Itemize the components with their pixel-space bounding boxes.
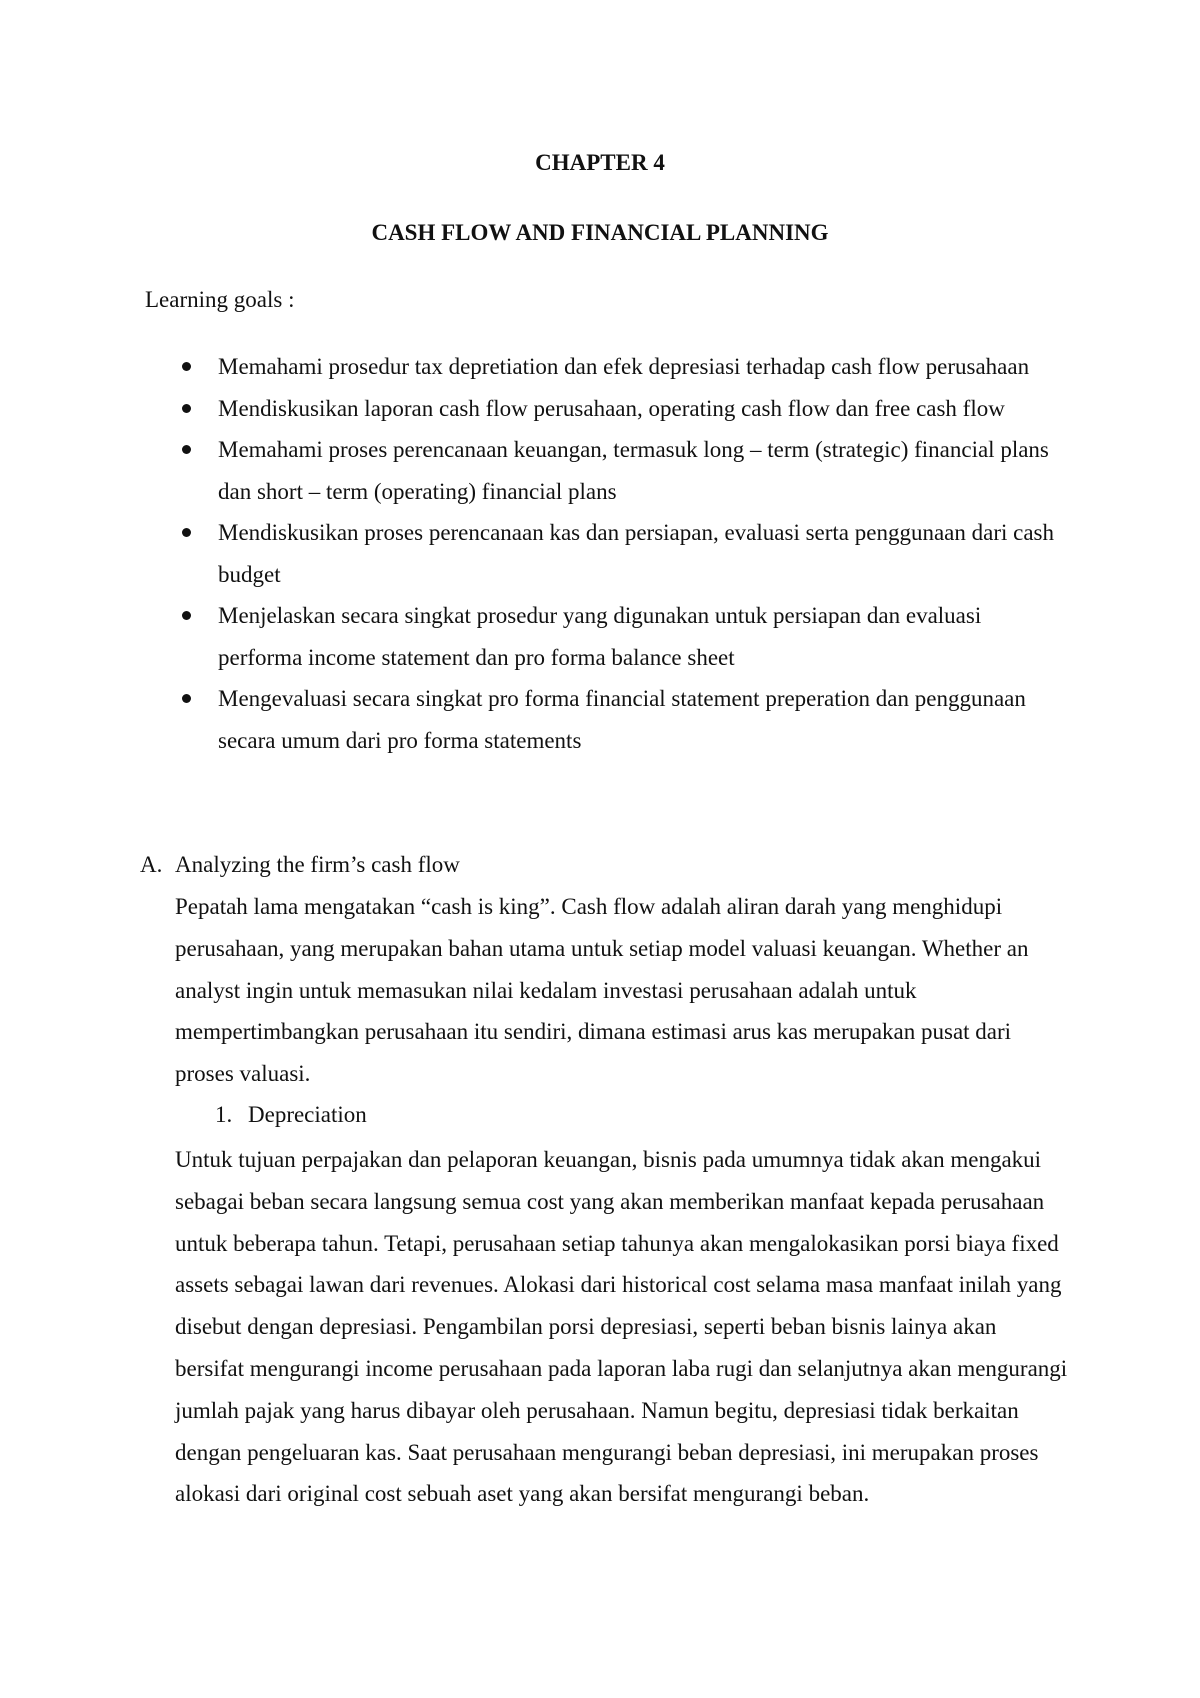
subsection-1-title: Depreciation bbox=[248, 1102, 367, 1127]
learning-goal-item bbox=[180, 429, 1060, 512]
learning-goal-text: Memahami proses perencanaan keuangan, termasuk long – term (strategic) financial plans dan short – term (operating) financial plans bbox=[218, 437, 1049, 504]
learning-goal-item bbox=[180, 388, 1060, 430]
learning-goal-text: Memahami prosedur tax depretiation dan efek depresiasi terhadap cash flow perusahaan bbox=[218, 354, 1030, 379]
learning-goals-label: Learning goals : bbox=[145, 287, 295, 312]
learning-goal-text: Mendiskusikan proses perencanaan kas dan persiapan, evaluasi serta penggunaan dari cash budget bbox=[218, 520, 1054, 587]
learning-goal-text: Mengevaluasi secara singkat pro forma financial statement preperation dan penggunaan secara umum dari pro forma statements bbox=[218, 686, 1026, 753]
subsection-1-marker: 1. bbox=[215, 1102, 233, 1127]
bullet-icon bbox=[182, 404, 191, 413]
chapter-subtitle: CASH FLOW AND FINANCIAL PLANNING bbox=[371, 220, 829, 245]
section-a-marker: A. bbox=[140, 852, 163, 877]
bullet-icon bbox=[182, 362, 191, 371]
section-a-title: Analyzing the firm’s cash flow bbox=[175, 852, 460, 877]
learning-goal-text: Mendiskusikan laporan cash flow perusahaan, operating cash flow dan free cash flow bbox=[218, 395, 1005, 421]
learning-goal-text: Menjelaskan secara singkat prosedur yang digunakan untuk persiapan dan evaluasi performa income statement dan pro forma balance sheet bbox=[218, 603, 982, 670]
learning-goals-list bbox=[180, 346, 1060, 761]
learning-goal-item bbox=[180, 346, 1060, 388]
bullet-icon bbox=[182, 528, 191, 537]
subsection-1-paragraph: Untuk tujuan perpajakan dan pelaporan keuangan, bisnis pada umumnya tidak akan mengakui sebagai beban secara langsung semua cost yang akan memberikan manfaat kepada perusahaan untuk beberapa tahun. Tetapi, perusahaan setiap tahunya akan mengalokasikan porsi biaya fixed assets sebagai lawan dari revenues. Alokasi dari historical cost selama masa manfaat inilah yang disebut dengan depresiasi. Pengambilan porsi depresiasi, seperti beban bisnis lainya akan bersifat mengurangi income perusahaan pada laporan laba rugi dan selanjutnya akan mengurangi jumlah pajak yang harus dibayar oleh perusahaan. Namun begitu, depresiasi tidak berkaitan dengan pengeluaran kas. Saat perusahaan mengurangi beban depresiasi, ini merupakan proses alokasi dari original cost sebuah aset yang akan bersifat mengurangi beban. bbox=[175, 1147, 1068, 1507]
bullet-icon bbox=[182, 445, 191, 454]
learning-goal-item bbox=[180, 595, 1060, 678]
learning-goal-item bbox=[180, 678, 1060, 761]
bullet-icon bbox=[182, 694, 191, 703]
section-a-heading bbox=[140, 850, 460, 880]
section-a-paragraph: Pepatah lama mengatakan “cash is king”. Cash flow adalah aliran darah yang menghidupi perusahaan, yang merupakan bahan utama untuk setiap model valuasi keuangan. Whether an analyst ingin untuk memasukan nilai kedalam investasi perusahaan adalah untuk mempertimbangkan perusahaan itu sendiri, dimana estimasi arus kas merupakan pusat dari proses valuasi. bbox=[175, 894, 1029, 1087]
bullet-icon bbox=[182, 611, 191, 620]
chapter-title: CHAPTER 4 bbox=[535, 150, 665, 175]
subsection-1-heading bbox=[215, 1100, 367, 1130]
learning-goal-item bbox=[180, 512, 1060, 595]
